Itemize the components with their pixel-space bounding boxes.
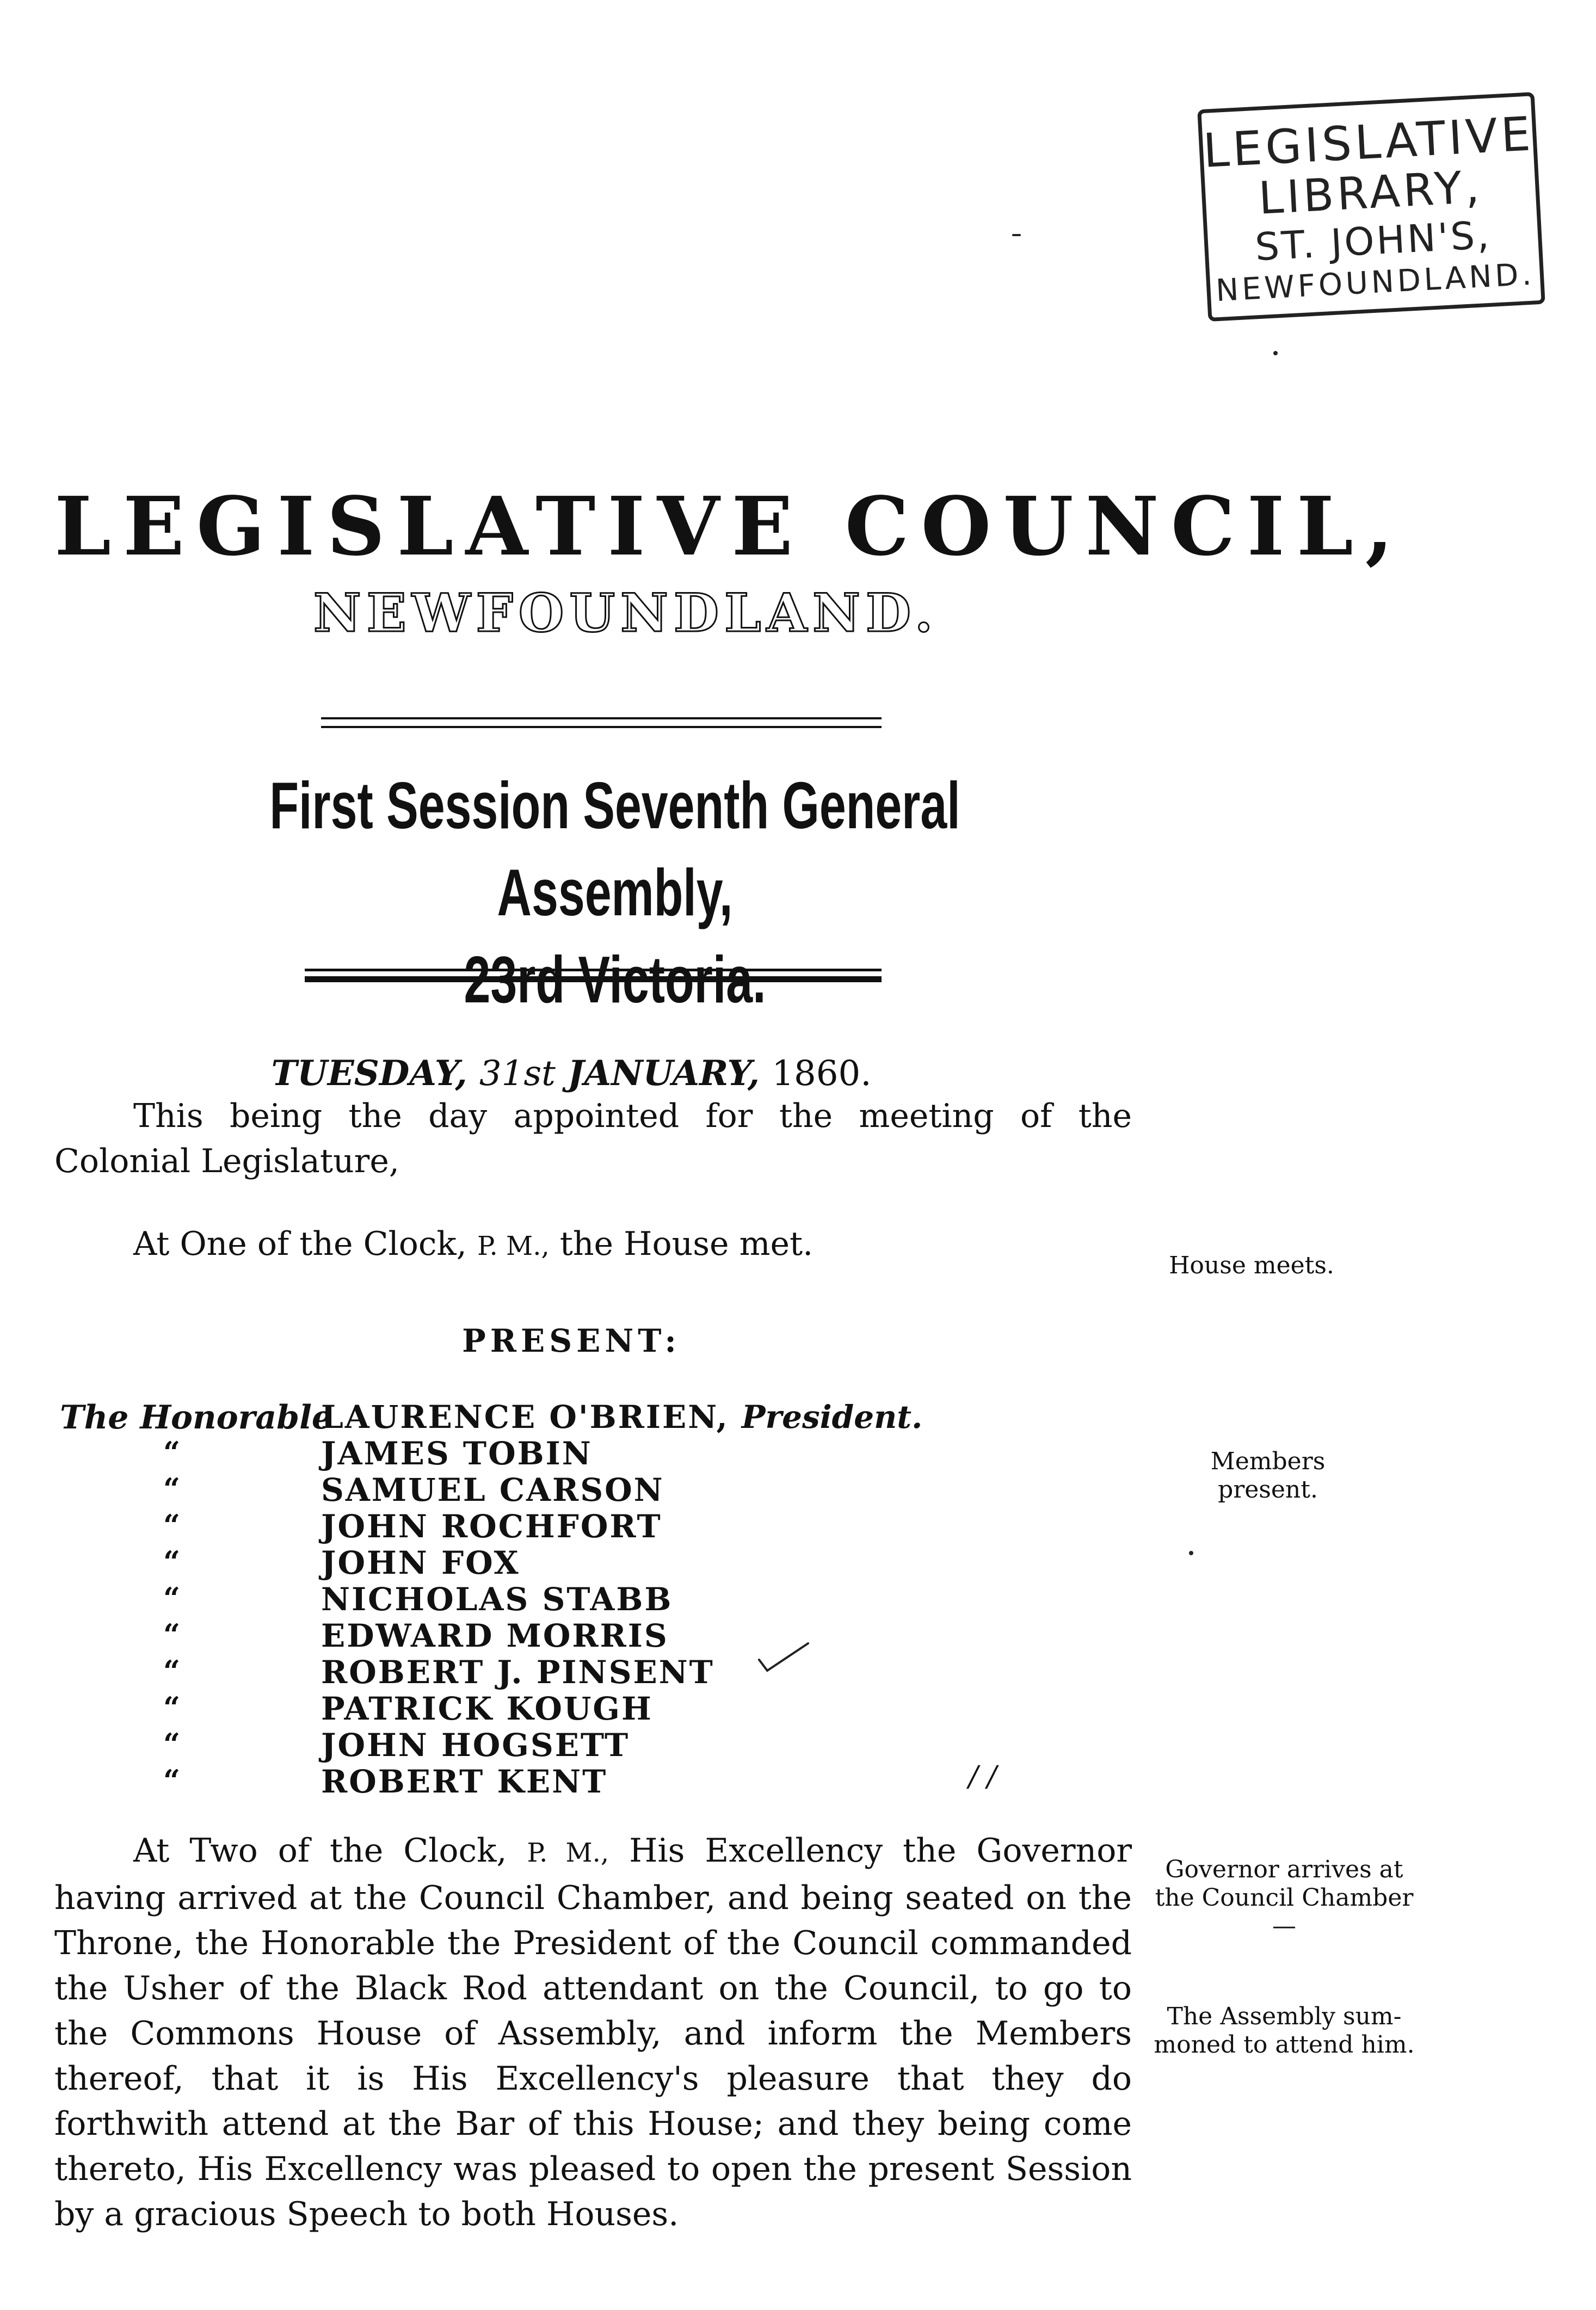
- member-name: ROBERT KENT: [321, 1763, 608, 1800]
- member-name: JOHN HOGSETT: [321, 1727, 630, 1764]
- session-heading: [219, 762, 1010, 1023]
- list-item: [60, 1508, 1148, 1544]
- ditto-mark: “: [163, 1727, 181, 1761]
- date-year: 1860.: [772, 1054, 872, 1094]
- member-name: PATRICK KOUGH: [321, 1690, 653, 1727]
- check-mark-icon: [756, 1641, 811, 1673]
- paragraph-opening: This being the day appointed for the meeting of the Colonial Legislature,: [54, 1097, 1132, 1180]
- divider-rule: [321, 717, 882, 719]
- margin-note-members-present: Members present.: [1210, 1447, 1326, 1504]
- margin-note-assembly-summoned: [1154, 2003, 1415, 2059]
- ditto-mark: “: [163, 1654, 181, 1689]
- margin-note-line: the Council Chamber—: [1155, 1884, 1414, 1940]
- list-item: [60, 1617, 1148, 1654]
- ditto-mark: “: [163, 1763, 181, 1798]
- stamp-line-2: LIBRARY,: [1257, 161, 1484, 225]
- ditto-mark: “: [163, 1690, 181, 1725]
- member-name: JOHN ROCHFORT: [321, 1508, 662, 1545]
- paragraph-governor-body: His Excellency the Governor having arrived at the Council Chamber, and being seated on the Throne, the Honorable the President of the Council commanded the Usher of the Black Rod attendant on the Council, to go to the Commons House of Assembly, and inform the Members thereof, that it is His Excellency's pleasure that they do forthwith attend at the Bar of this House; and they being come thereto, His Excellency was pleased to open the present Session by a gracious Speech to both Houses.: [54, 1832, 1132, 2233]
- member-name: NICHOLAS STABB: [321, 1581, 673, 1618]
- member-role: President.: [741, 1399, 923, 1436]
- paragraph-house-met: [133, 1222, 1140, 1269]
- page-subtitle: NEWFOUNDLAND.: [313, 582, 939, 644]
- date-ordinal: 31st: [479, 1054, 556, 1094]
- ink-speck: [1273, 351, 1278, 355]
- ink-speck: [1012, 234, 1021, 236]
- paragraph-house-met-start: At One of the Clock,: [133, 1225, 467, 1263]
- page-title: LEGISLATIVE COUNCIL,: [54, 479, 1406, 574]
- member-name: [321, 1399, 922, 1436]
- member-name: EDWARD MORRIS: [321, 1617, 669, 1654]
- member-name: JOHN FOX: [321, 1544, 520, 1581]
- library-stamp: [1197, 92, 1545, 322]
- list-item: [60, 1471, 1148, 1508]
- list-item: [60, 1690, 1148, 1727]
- date-line: [0, 1053, 1143, 1094]
- paragraph-governor: [54, 1828, 1132, 2237]
- list-item: [60, 1654, 1148, 1690]
- divider-rule: [305, 976, 882, 982]
- members-list: [60, 1399, 1148, 1800]
- paragraph-house-met-pm: P. M.,: [477, 1231, 550, 1261]
- ditto-mark: “: [163, 1471, 181, 1506]
- ditto-mark: “: [163, 1435, 181, 1470]
- member-name-text: LAURENCE O'BRIEN,: [321, 1399, 729, 1436]
- margin-note-governor-arrives: [1154, 1856, 1415, 1941]
- date-month: JANUARY,: [568, 1053, 760, 1094]
- margin-note-line: moned to attend him.: [1154, 2031, 1415, 2059]
- list-item: [60, 1435, 1148, 1471]
- stamp-line-4: NEWFOUNDLAND.: [1215, 256, 1536, 309]
- member-name: SAMUEL CARSON: [321, 1471, 664, 1508]
- member-prefix: The Honorable: [60, 1399, 333, 1437]
- present-heading: PRESENT:: [462, 1322, 681, 1359]
- ditto-mark: “: [163, 1617, 181, 1652]
- ditto-mark: “: [163, 1581, 181, 1616]
- list-item: [60, 1399, 1148, 1435]
- list-item: [60, 1727, 1148, 1763]
- paragraph-governor-pm: P. M.,: [527, 1838, 609, 1868]
- member-name: ROBERT J. PINSENT: [321, 1654, 714, 1691]
- paragraph-house-met-end: the House met.: [559, 1225, 814, 1263]
- session-line-1: First Session Seventh General Assembly,: [269, 768, 960, 929]
- list-item: [60, 1544, 1148, 1581]
- margin-note-line: Governor arrives at: [1165, 1856, 1403, 1883]
- member-name: JAMES TOBIN: [321, 1435, 593, 1472]
- pencil-marks: / /: [969, 1760, 997, 1793]
- divider-rule: [321, 726, 882, 728]
- stamp-line-1: LEGISLATIVE: [1201, 107, 1535, 178]
- ditto-mark: “: [163, 1544, 181, 1579]
- list-item: [60, 1581, 1148, 1617]
- ink-speck: [1189, 1551, 1193, 1555]
- divider-rule: [305, 969, 882, 971]
- ditto-mark: “: [163, 1508, 181, 1543]
- stamp-line-3: ST. JOHN'S,: [1254, 212, 1493, 270]
- date-day: TUESDAY,: [271, 1053, 467, 1094]
- paragraph-governor-start: At Two of the Clock,: [133, 1832, 507, 1870]
- margin-note-house-meets: House meets.: [1169, 1252, 1334, 1279]
- margin-note-line: The Assembly sum-: [1167, 2003, 1402, 2030]
